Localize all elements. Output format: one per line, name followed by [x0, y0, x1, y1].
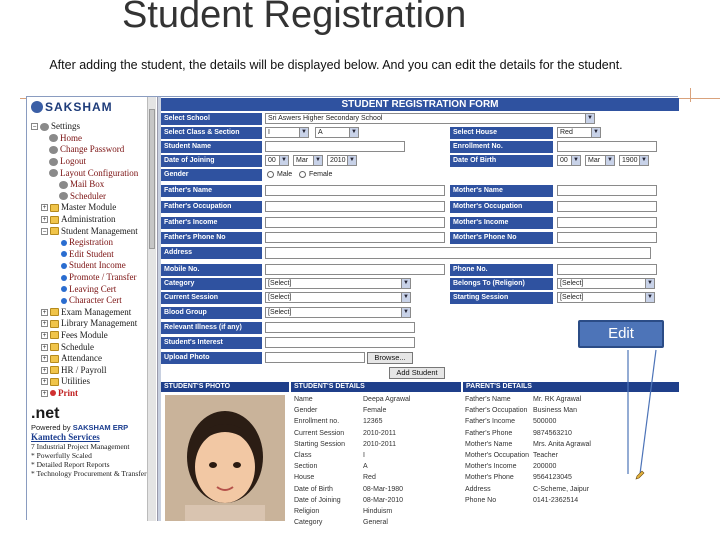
detail-label: Father's Phone [465, 429, 513, 437]
detail-value: Red [363, 474, 376, 482]
detail-value: 12365 [363, 418, 383, 426]
religion-select[interactable] [557, 278, 655, 289]
sidebar-item[interactable] [27, 388, 157, 400]
sidebar [27, 97, 157, 521]
chevron-down-icon: ▼ [401, 293, 410, 302]
folder-icon [50, 216, 59, 224]
folder-icon [50, 343, 59, 351]
bullet-icon [61, 240, 67, 246]
detail-label: Father's Income [465, 418, 515, 426]
dob-month-value: Mar [588, 157, 601, 164]
detail-value: I [363, 452, 365, 459]
feature-item: * Powerfully Scaled [31, 451, 92, 461]
class-select[interactable] [265, 127, 309, 138]
edit-callout[interactable]: Edit [578, 320, 664, 348]
mothers-phone-input[interactable] [557, 232, 657, 243]
logo-mark-icon [31, 101, 43, 113]
chevron-down-icon: ▼ [401, 279, 410, 288]
detail-label: Mother's Name [465, 440, 513, 448]
label-phone: Phone No. [450, 264, 553, 276]
sidebar-item[interactable] [27, 260, 157, 272]
fathers-occupation-input[interactable] [265, 201, 445, 212]
chevron-down-icon: ▼ [645, 279, 654, 288]
bullet-icon [61, 263, 67, 269]
address-input[interactable] [265, 247, 651, 259]
sidebar-item-label: Leaving Cert [69, 283, 117, 294]
sidebar-item[interactable] [27, 133, 157, 145]
chevron-down-icon: ▼ [571, 156, 580, 165]
sidebar-item-label: Administration [61, 214, 116, 225]
sidebar-item[interactable] [27, 121, 157, 133]
sidebar-item-label: Student Management [61, 225, 138, 236]
sidebar-item-label: Utilities [61, 376, 90, 387]
sidebar-item-label: Schedule [61, 341, 94, 352]
category-value: [Select] [268, 280, 292, 287]
detail-value: Hinduism [363, 508, 393, 515]
sidebar-item-label: Home [60, 132, 82, 143]
folder-icon [50, 355, 59, 363]
sidebar-item-label: Promote / Transfer [69, 272, 137, 283]
category-select[interactable] [265, 278, 411, 289]
detail-label: Enrollment no. [294, 418, 340, 426]
student-section-header: STUDENT'S DETAILS [291, 382, 461, 392]
detail-label: Address [465, 485, 491, 493]
pencil-icon[interactable] [635, 470, 645, 480]
mobile-input[interactable] [265, 264, 445, 275]
section-value: A [318, 129, 323, 136]
chevron-down-icon: ▼ [299, 128, 308, 137]
detail-label: Current Session [294, 429, 345, 437]
detail-value: 2010-2011 [363, 440, 396, 448]
feature-item: 7 Industrial Project Management [31, 442, 130, 452]
sidebar-item[interactable] [27, 295, 157, 307]
sidebar-item-label: Exam Management [61, 306, 132, 317]
powered-by [27, 423, 157, 432]
sidebar-item[interactable] [27, 318, 157, 330]
detail-value: 500000 [533, 418, 557, 426]
gender-female-label: Female [309, 171, 333, 178]
bullet-icon [61, 298, 67, 304]
expand-icon[interactable]: + [42, 389, 47, 397]
sidebar-item[interactable] [27, 179, 157, 191]
detail-value: 200000 [533, 463, 557, 471]
folder-icon [50, 204, 59, 212]
bullet-icon [61, 286, 67, 292]
label-fathers-income: Father's Income [161, 217, 262, 229]
sidebar-item[interactable] [27, 156, 157, 168]
gender-female-radio[interactable] [299, 171, 306, 178]
photo-section-header: STUDENT'S PHOTO [161, 382, 289, 392]
sidebar-item-label: Settings [51, 121, 81, 132]
starting-session-value: [Select] [560, 294, 584, 301]
detail-value: 9564123045 [533, 474, 572, 482]
form-header: STUDENT REGISTRATION FORM [161, 98, 679, 111]
dob-year-select[interactable] [619, 155, 649, 166]
sidebar-item[interactable] [27, 330, 157, 342]
label-mothers-income: Mother's Income [450, 217, 553, 229]
red-icon [50, 390, 56, 396]
label-religion: Belongs To (Religion) [450, 278, 553, 290]
collapse-icon[interactable]: − [32, 123, 37, 131]
detail-label: Date of Birth [294, 485, 333, 493]
student-photo [165, 395, 285, 521]
expand-icon[interactable]: + [42, 366, 47, 374]
sidebar-item-label: Logout [60, 156, 86, 167]
chevron-down-icon: ▼ [591, 128, 600, 137]
label-gender: Gender [161, 169, 262, 181]
detail-label: House [294, 474, 315, 482]
label-fathers-phone: Father's Phone No [161, 232, 262, 244]
sidebar-item[interactable] [27, 283, 157, 295]
folder-icon [50, 320, 59, 328]
chevron-down-icon: ▼ [585, 114, 594, 123]
registration-form [161, 97, 679, 527]
label-current-session: Current Session [161, 292, 262, 304]
interest-input[interactable] [265, 337, 415, 348]
chevron-down-icon: ▼ [639, 156, 648, 165]
detail-value: Business Man [533, 407, 577, 415]
detail-label: Category [294, 519, 323, 527]
folder-icon [50, 378, 59, 386]
detail-label: Name [294, 396, 313, 403]
detail-value: General [363, 519, 388, 527]
sidebar-item-label: Character Cert [69, 295, 122, 306]
company-link[interactable]: Kamtech Services [31, 432, 100, 443]
sidebar-item-label: HR / Payroll [61, 364, 107, 375]
gender-male-radio[interactable] [267, 171, 274, 178]
bullet-icon [61, 275, 67, 281]
sidebar-item[interactable] [27, 353, 157, 365]
expand-icon[interactable]: + [42, 343, 47, 351]
sidebar-item-label: Change Password [60, 144, 125, 155]
label-fathers-name: Father's Name [161, 185, 262, 197]
parent-section-header: PARENT'S DETAILS [463, 382, 679, 392]
detail-value: 9874563210 [533, 429, 572, 437]
label-dob: Date Of Birth [450, 155, 553, 167]
house-select[interactable] [557, 127, 601, 138]
doj-year-value: 2010 [330, 157, 346, 164]
doj-day-value: 00 [268, 157, 276, 164]
chevron-down-icon: ▼ [279, 156, 288, 165]
detail-value: A [363, 463, 368, 471]
school-value: Sri Aswers Higher Secondary School [268, 115, 383, 122]
scrollbar-thumb[interactable] [149, 109, 155, 249]
sidebar-item-label: Print [58, 387, 78, 398]
blood-group-value: [Select] [268, 309, 292, 316]
expand-icon[interactable]: + [42, 378, 47, 386]
dob-day-select[interactable] [557, 155, 581, 166]
mothers-name-input[interactable] [557, 185, 657, 196]
chevron-down-icon: ▼ [401, 308, 410, 317]
detail-value: 08-Mar-1980 [363, 485, 404, 493]
sidebar-item[interactable] [27, 376, 157, 388]
doj-day-select[interactable] [265, 155, 289, 166]
sidebar-item-label: Registration [69, 237, 113, 248]
detail-label: Starting Session [294, 440, 345, 448]
label-select-school: Select School [161, 113, 262, 125]
label-select-class: Select Class & Section [161, 127, 262, 139]
detail-label: Mother's Phone [465, 474, 514, 482]
detail-value: Deepa Agrawal [363, 396, 411, 403]
gender-male-label: Male [277, 171, 293, 178]
sidebar-item[interactable] [27, 307, 157, 319]
current-session-select[interactable] [265, 292, 411, 303]
label-upload-photo: Upload Photo [161, 352, 262, 364]
label-date-joining: Date of Joining [161, 155, 262, 167]
starting-session-select[interactable] [557, 292, 655, 303]
sidebar-item[interactable] [27, 272, 157, 284]
expand-icon[interactable]: + [42, 320, 47, 328]
student-name-input[interactable] [265, 141, 405, 152]
expand-icon[interactable]: + [42, 216, 47, 224]
sidebar-item-label: Mail Box [70, 179, 105, 190]
expand-icon[interactable]: + [42, 355, 47, 363]
sidebar-item-label: Library Management [61, 318, 138, 329]
label-starting-session: Starting Session [450, 292, 553, 304]
sidebar-item[interactable] [27, 237, 157, 249]
detail-value: Teacher [533, 452, 558, 459]
detail-value: C-Scheme, Jaipur [533, 485, 590, 493]
detail-value: 2010-2011 [363, 429, 396, 437]
expand-icon[interactable]: + [42, 204, 47, 212]
detail-label: Father's Occupation [465, 407, 528, 415]
fathers-name-input[interactable] [265, 185, 445, 196]
fathers-phone-input[interactable] [265, 232, 445, 243]
sidebar-item[interactable] [27, 167, 157, 179]
sidebar-item-label: Layout Configuration [60, 167, 139, 178]
sidebar-item[interactable] [27, 144, 157, 156]
detail-label: Mother's Occupation [465, 452, 529, 459]
religion-value: [Select] [560, 280, 584, 287]
child-photo-illustration [165, 395, 285, 521]
label-interest: Student's Interest [161, 337, 262, 349]
detail-value: Mrs. Anita Agrawal [533, 440, 591, 448]
folder-icon [50, 308, 59, 316]
sidebar-item-label: Attendance [61, 353, 102, 364]
feature-list [27, 442, 157, 478]
gear-icon [49, 146, 58, 154]
sidebar-item[interactable] [27, 191, 157, 203]
detail-label: Class [294, 452, 312, 459]
detail-label: Mother's Income [465, 463, 517, 471]
detail-value: Female [363, 407, 387, 415]
label-enrollment: Enrollment No. [450, 141, 553, 153]
folder-icon [50, 227, 59, 235]
dob-year-value: 1900 [622, 157, 638, 164]
label-mothers-name: Mother's Name [450, 185, 553, 197]
label-mobile: Mobile No. [161, 264, 262, 276]
dob-day-value: 00 [560, 157, 568, 164]
sidebar-item-label: Student Income [69, 260, 126, 271]
browse-button[interactable]: Browse... [367, 352, 413, 364]
school-select[interactable] [265, 113, 595, 124]
doj-month-value: Mar [296, 157, 309, 164]
detail-label: Gender [294, 407, 318, 415]
slide-title: Student Registration [122, 0, 467, 36]
chevron-down-icon: ▼ [645, 293, 654, 302]
folder-icon [50, 366, 59, 374]
nav-tree [27, 117, 157, 399]
logo-text: SAKSHAM [45, 100, 113, 114]
folder-icon [50, 331, 59, 339]
label-blood-group: Blood Group [161, 307, 262, 319]
detail-value: 08-Mar-2010 [363, 496, 404, 504]
enrollment-input[interactable] [557, 141, 657, 152]
calendar-icon [59, 192, 68, 200]
gear-icon [40, 123, 49, 131]
label-mothers-occupation: Mother's Occupation [450, 201, 553, 213]
detail-value: 0141-2362514 [533, 496, 579, 504]
dotnet-logo: .net [31, 405, 60, 423]
dob-month-select[interactable] [585, 155, 615, 166]
feature-item: * Technology Procurement & Transfer [31, 469, 147, 479]
label-select-house: Select House [450, 127, 553, 139]
sidebar-item[interactable] [27, 341, 157, 353]
sidebar-scrollbar[interactable] [147, 97, 156, 521]
chevron-down-icon: ▼ [313, 156, 322, 165]
label-address: Address [161, 247, 262, 259]
mail-icon [59, 181, 68, 189]
detail-label: Father's Name [465, 396, 511, 403]
powered-prefix: Powered by [31, 423, 71, 433]
label-illness: Relevant Illness (if any) [161, 322, 262, 334]
chevron-down-icon: ▼ [605, 156, 614, 165]
gear-icon [49, 134, 58, 142]
mothers-occupation-input[interactable] [557, 201, 657, 212]
sidebar-item[interactable] [27, 249, 157, 261]
blood-group-select[interactable] [265, 307, 411, 318]
label-category: Category [161, 278, 262, 290]
detail-label: Section [294, 463, 318, 471]
current-session-value: [Select] [268, 294, 292, 301]
mothers-income-input[interactable] [557, 217, 657, 228]
sidebar-item[interactable] [27, 364, 157, 376]
app-screenshot [26, 96, 678, 527]
expand-icon[interactable]: + [42, 331, 47, 339]
detail-label: Date of Joining [294, 496, 341, 504]
detail-label: Phone No [465, 496, 497, 504]
fathers-income-input[interactable] [265, 217, 445, 228]
gear-icon [49, 169, 58, 177]
upload-path-input[interactable] [265, 352, 365, 363]
chevron-down-icon: ▼ [349, 128, 358, 137]
label-mothers-phone: Mother's Phone No [450, 232, 553, 244]
chevron-down-icon: ▼ [347, 156, 356, 165]
add-student-button[interactable]: Add Student [389, 367, 445, 379]
brand-logo [27, 97, 157, 117]
detail-label: Religion [294, 508, 320, 515]
label-fathers-occupation: Father's Occupation [161, 201, 262, 213]
powered-brand: SAKSHAM ERP [72, 423, 129, 433]
bullet-icon [61, 251, 67, 257]
sidebar-item[interactable] [27, 225, 157, 237]
class-value: I [268, 129, 270, 136]
accent-tick [690, 88, 700, 102]
gear-icon [49, 158, 58, 166]
doj-year-select[interactable] [327, 155, 357, 166]
sidebar-item-label: Edit Student [69, 248, 114, 259]
slide-subtitle: After adding the student, the details will be displayed below. And you can edit the details for the student. [49, 58, 623, 72]
sidebar-item[interactable] [27, 214, 157, 226]
illness-input[interactable] [265, 322, 415, 333]
section-select[interactable] [315, 127, 359, 138]
label-student-name: Student Name [161, 141, 262, 153]
detail-value: Mr. RK Agrawal [533, 396, 582, 403]
phone-input[interactable] [557, 264, 657, 275]
sidebar-item[interactable] [27, 202, 157, 214]
sidebar-item-label: Master Module [61, 202, 117, 213]
sidebar-item-label: Fees Module [61, 329, 108, 340]
collapse-icon[interactable]: − [42, 227, 47, 235]
expand-icon[interactable]: + [42, 308, 47, 316]
sidebar-item-label: Scheduler [70, 190, 106, 201]
house-value: Red [560, 129, 573, 136]
feature-item: * Detailed Report Reports [31, 460, 110, 470]
doj-month-select[interactable] [293, 155, 323, 166]
